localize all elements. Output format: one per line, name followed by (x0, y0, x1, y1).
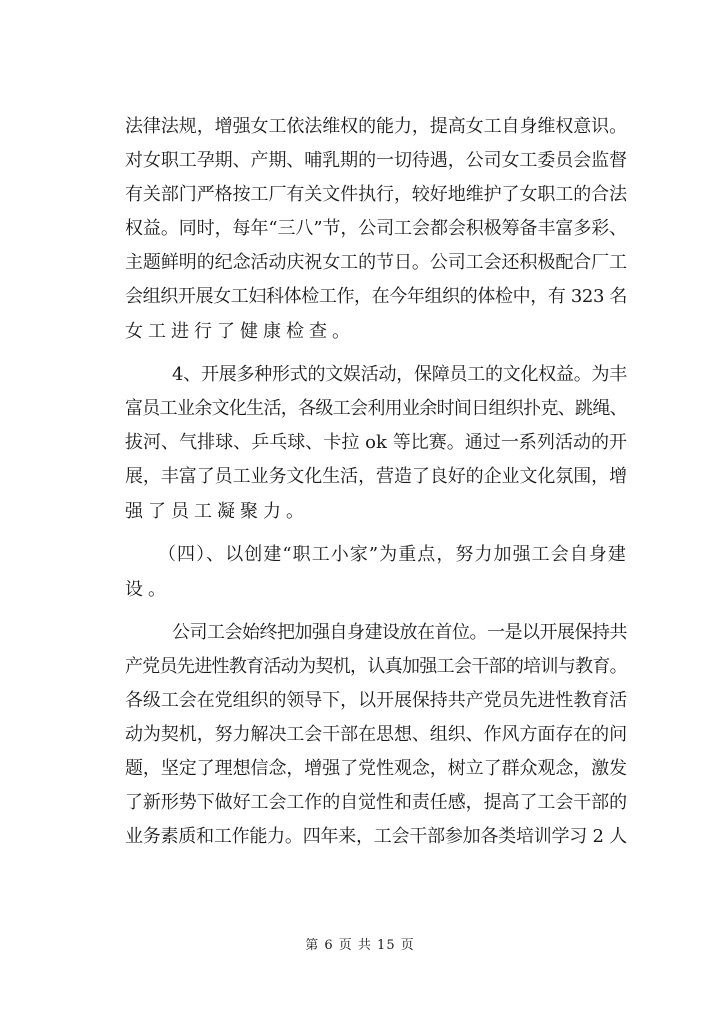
text-line: 对女职工孕期、产期、哺乳期的一切待遇，公司女工委员会监督 (125, 150, 628, 171)
text-line: 富员工业余文化生活，各级工会利用业余时间日组织扑克、跳绳、 (125, 398, 627, 419)
text-line: 会组织开展女工妇科体检工作，在今年组织的体检中，有 323 名 (125, 286, 628, 307)
section-heading-line: 设。 (125, 579, 171, 600)
text-line: 产党员先进性教育活动为契机，认真加强工会干部的培训与教育。 (125, 656, 627, 677)
text-line: 有关部门严格按工厂有关文件执行，较好地维护了女职工的合法 (125, 184, 628, 205)
text-line: 动为契机，努力解决工会干部在思想、组织、作风方面存在的问 (125, 724, 628, 745)
text-line: 女工进行了健康检查。 (125, 321, 355, 342)
text-line: 权益。同时，每年“三八”节，公司工会都会积极筹备丰富多彩、 (125, 218, 628, 239)
text-line: 业务素质和工作能力。四年来，工会干部参加各类培训学习 2 人 (125, 826, 627, 847)
text-line: 了新形势下做好工会工作的自觉性和责任感，提高了工会干部的 (125, 792, 628, 813)
text-line: 各级工会在党组织的领导下，以开展保持共产党员先进性教育活 (125, 690, 628, 711)
text-line: 法律法规，增强女工依法维权的能力，提高女工自身维权意识。 (125, 116, 628, 137)
text-line: 强了员工凝聚力。 (125, 501, 309, 522)
page-number-footer: 第 6 页 共 15 页 (305, 938, 415, 953)
text-line: 题，坚定了理想信念，增强了党性观念，树立了群众观念，激发 (125, 758, 628, 779)
text-line: 展，丰富了员工业务文化生活，营造了良好的企业文化氛围，增 (125, 466, 628, 487)
paragraph-start-line: 公司工会始终把加强自身建设放在首位。一是以开展保持共 (172, 622, 627, 643)
section-heading-line: （四）、以创建“职工小家”为重点，努力加强工会自身建 (158, 544, 627, 565)
text-line: 拔河、气排球、乒乓球、卡拉 ok 等比赛。通过一系列活动的开 (125, 432, 628, 453)
text-line: 主题鲜明的纪念活动庆祝女工的节日。公司工会还积极配合厂工 (125, 252, 628, 273)
paragraph-start-line: 4、开展多种形式的文娱活动，保障员工的文化权益。为丰 (172, 364, 627, 385)
